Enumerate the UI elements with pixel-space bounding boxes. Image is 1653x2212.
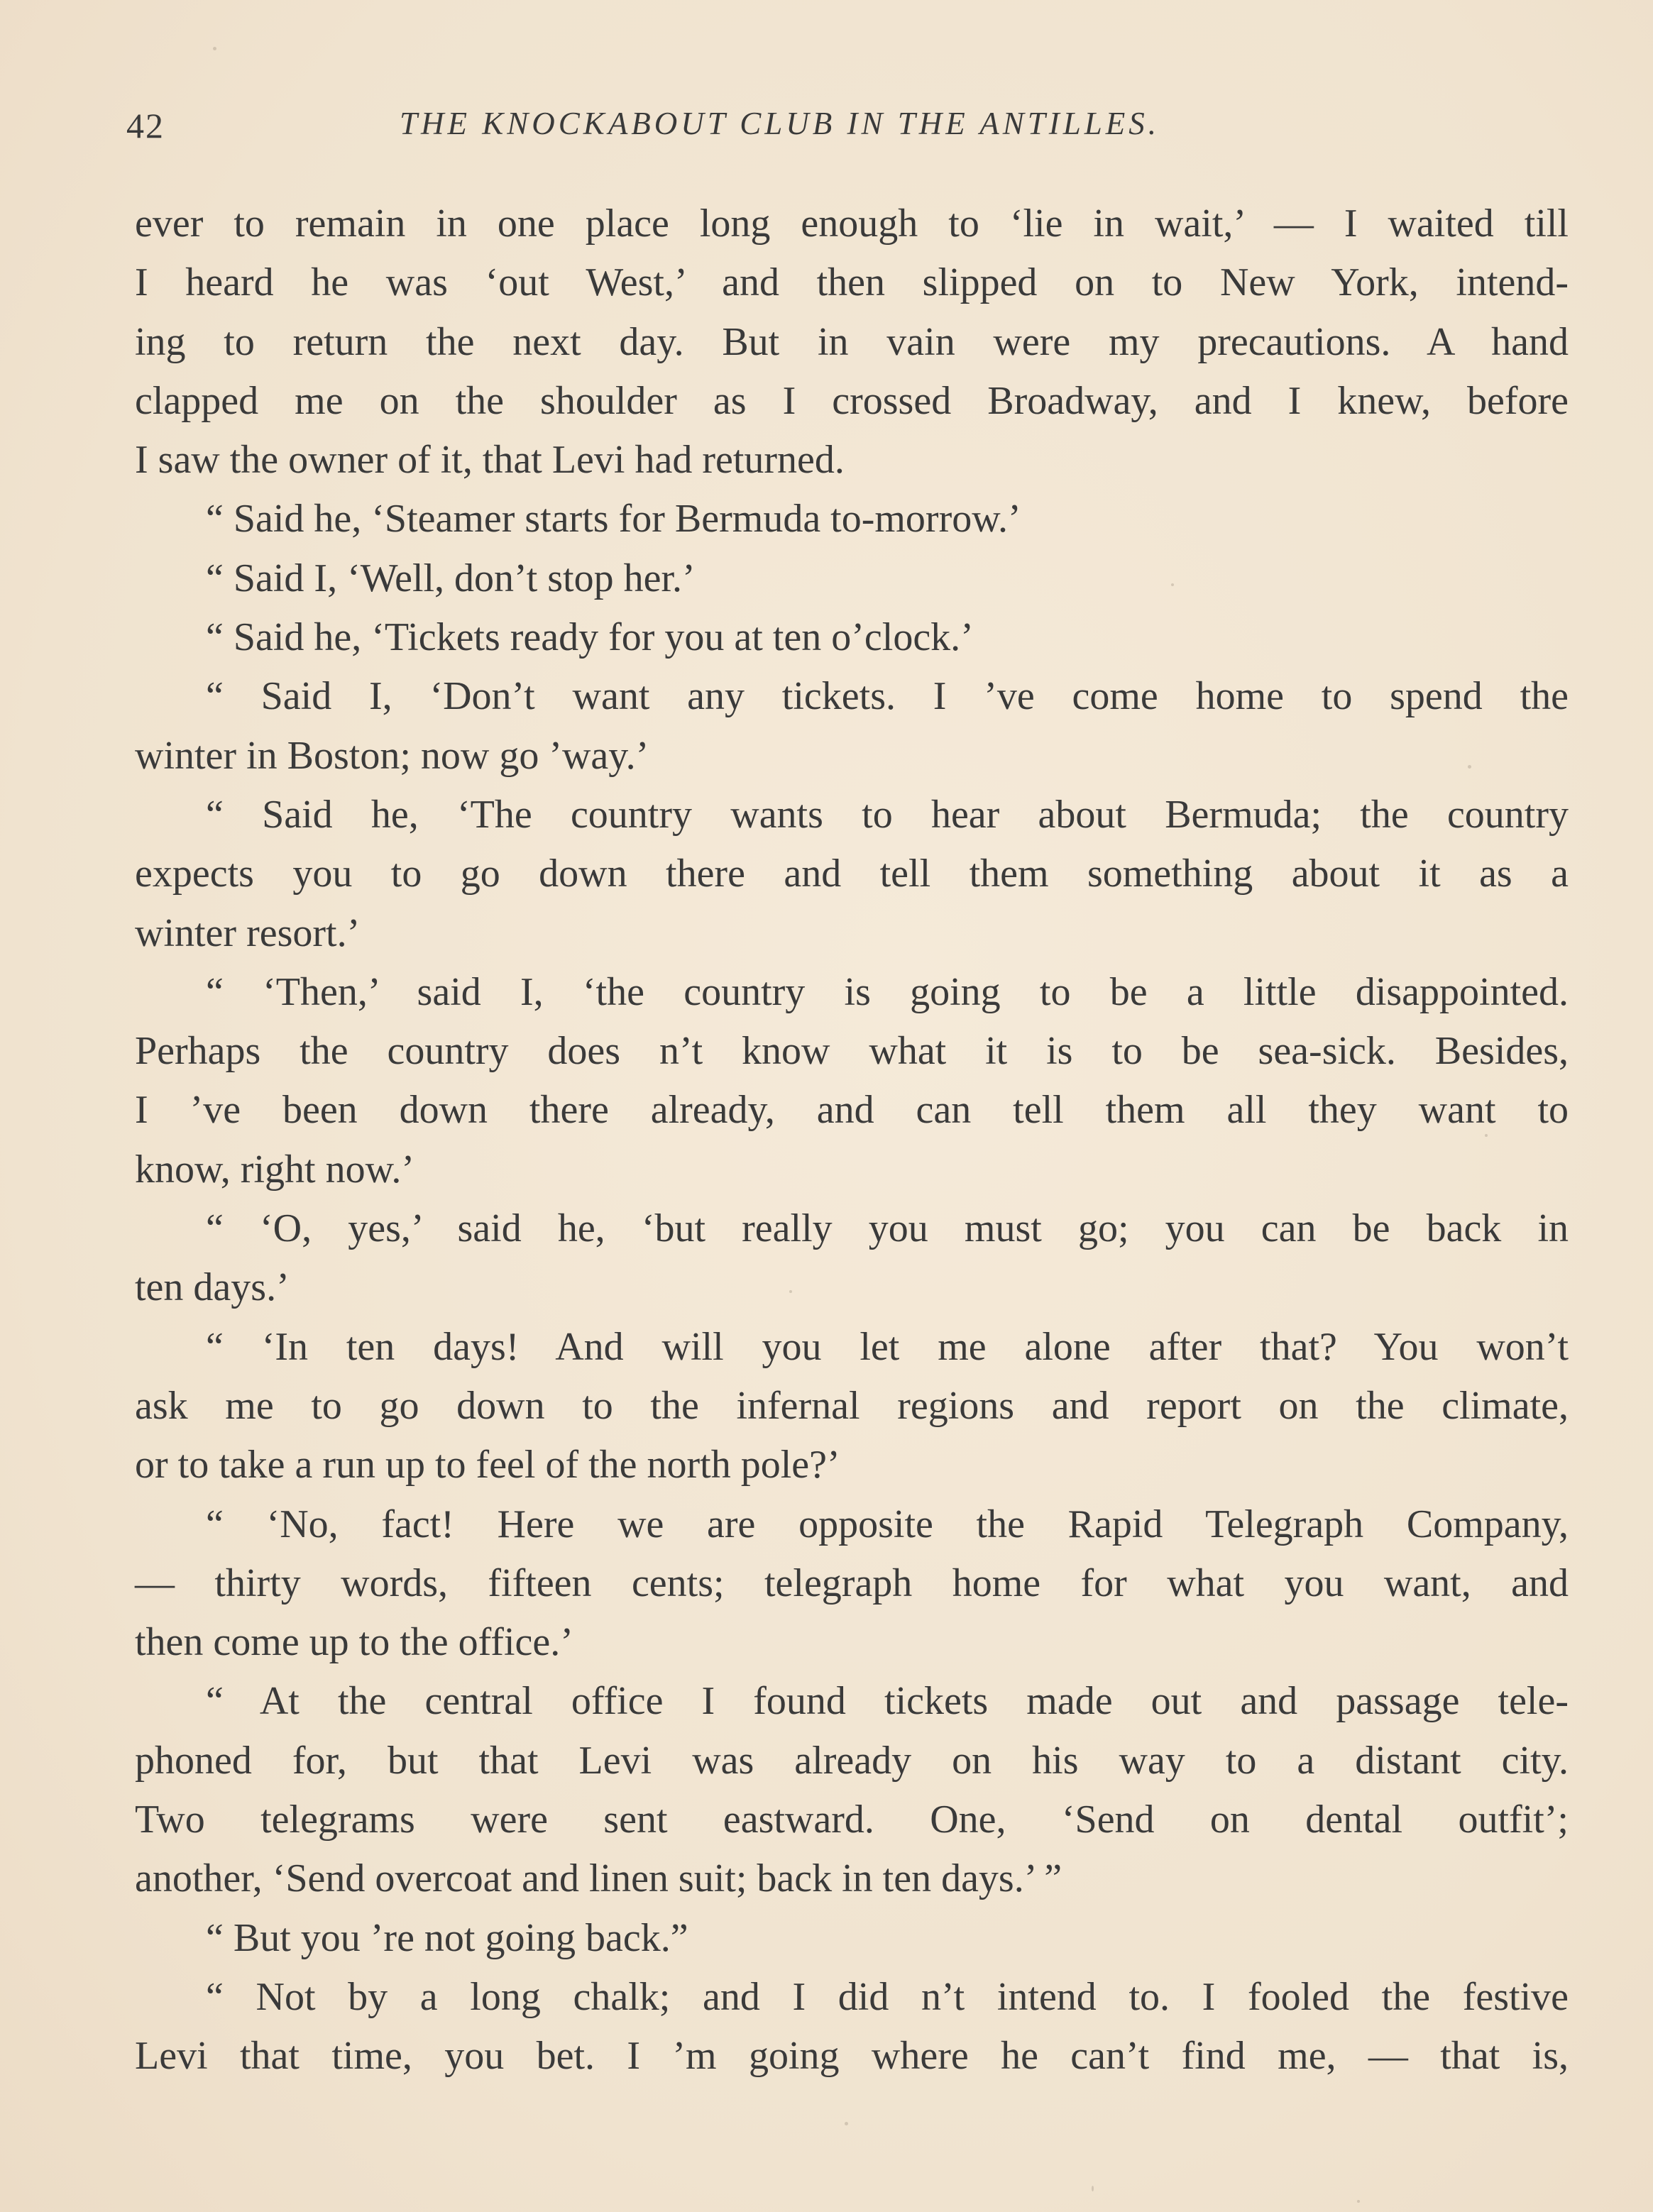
body-text xyxy=(135,194,1569,2086)
text-line: then come up to the office.’ xyxy=(135,1620,573,1665)
text-line: clapped me on the shoulder as I crossed Broadway, and I knew, before xyxy=(135,378,1569,423)
text-line: winter resort.’ xyxy=(135,910,361,955)
text-line: Levi that time, you bet. I ’m going where he can’t find me, — that is, xyxy=(135,2034,1569,2079)
text-line: — thirty words, fifteen cents; telegraph home for what you want, and xyxy=(135,1561,1569,1605)
text-line: “ ‘Then,’ said I, ‘the country is going to be a little disappointed. xyxy=(206,969,1569,1014)
text-line: “ Said he, ‘Steamer starts for Bermuda to-morrow.’ xyxy=(206,497,1021,541)
paper-speck xyxy=(213,47,216,50)
paper-speck xyxy=(1171,583,1174,586)
text-line: “ Said he, ‘The country wants to hear about Bermuda; the country xyxy=(206,792,1569,837)
paper-speck xyxy=(845,2122,848,2125)
text-line: ing to return the next day. But in vain were my precautions. A hand xyxy=(135,319,1569,364)
text-line: Perhaps the country does n’t know what it is to be sea-sick. Besides, xyxy=(135,1029,1569,1074)
text-line: I ’ve been down there already, and can tell them all they want to xyxy=(135,1088,1569,1133)
text-line: “ ‘O, yes,’ said he, ‘but really you must go; you can be back in xyxy=(206,1206,1569,1251)
text-line: I heard he was ‘out West,’ and then slipped on to New York, intend- xyxy=(135,260,1569,305)
text-line: “ Not by a long chalk; and I did n’t intend to. I fooled the festive xyxy=(206,1974,1569,2019)
text-line: ask me to go down to the infernal regions and report on the climate, xyxy=(135,1383,1569,1428)
text-line: ten days.’ xyxy=(135,1265,290,1310)
text-line: “ ‘In ten days! And will you let me alone after that? You won’t xyxy=(206,1324,1569,1369)
text-line: Two telegrams were sent eastward. One, ‘Send on dental outfit’; xyxy=(135,1798,1569,1842)
paper-speck xyxy=(1468,765,1471,769)
text-line: “ Said I, ‘Don’t want any tickets. I ’ve come home to spend the xyxy=(206,674,1569,719)
text-line: “ Said he, ‘Tickets ready for you at ten o’clock.’ xyxy=(206,615,974,660)
paper-speck xyxy=(1485,1134,1488,1137)
text-line: “ Said I, ‘Well, don’t stop her.’ xyxy=(206,556,696,600)
text-line: I saw the owner of it, that Levi had returned. xyxy=(135,438,845,483)
text-line: another, ‘Send overcoat and linen suit; back in ten days.’ ” xyxy=(135,1856,1062,1901)
running-head xyxy=(126,105,1305,155)
running-title: THE KNOCKABOUT CLUB IN THE ANTILLES. xyxy=(400,106,1160,141)
text-line: “ At the central office I found tickets made out and passage tele- xyxy=(206,1679,1569,1724)
text-line: expects you to go down there and tell them something about it as a xyxy=(135,852,1569,896)
page-number: 42 xyxy=(126,106,165,145)
text-line: ever to remain in one place long enough to ‘lie in wait,’ — I waited till xyxy=(135,202,1569,246)
text-line: phoned for, but that Levi was already on his way to a distant city. xyxy=(135,1738,1569,1783)
paper-speck xyxy=(789,1290,792,1293)
text-line: “ ‘No, fact! Here we are opposite the Rapid Telegraph Company, xyxy=(206,1502,1569,1546)
text-line: know, right now.’ xyxy=(135,1147,415,1192)
paper-speck xyxy=(1092,2186,1094,2191)
text-line: winter in Boston; now go ’way.’ xyxy=(135,733,649,778)
text-line: “ But you ’re not going back.” xyxy=(206,1915,688,1960)
text-line: or to take a run up to feel of the north pole?’ xyxy=(135,1443,840,1487)
paper-speck xyxy=(1357,2200,1360,2203)
